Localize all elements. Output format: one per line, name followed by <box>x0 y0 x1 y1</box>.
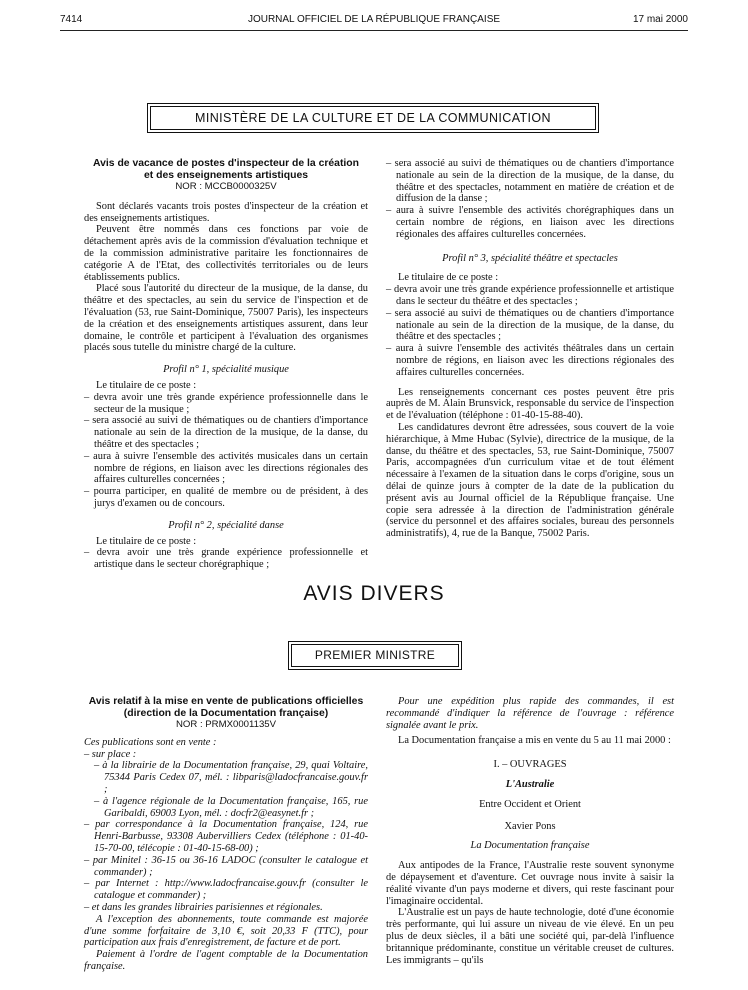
premier-ministre-heading: PREMIER MINISTRE <box>291 644 459 667</box>
avis1-title-line1: Avis de vacance de postes d'inspecteur de la création <box>93 158 359 169</box>
avis2-title-line1: Avis relatif à la mise en vente de publications officielles <box>88 696 364 707</box>
avis1-paragraph-3: Placé sous l'autorité du directeur de la musique, de la danse, du théâtre et des spectacles, au sein du service de l'inspection et de l'évaluation (53, rue Saint-Dominique, 75007 Paris), les inspecteurs de la création et des enseignements artistiques assurent, dans leur domaine, le contrôle et participent à l'évaluation des organismes placés sous tutelle du ministre chargé de la culture. <box>84 283 368 354</box>
book-description-1: Aux antipodes de la France, l'Australie reste souvent synonyme de dépaysement et d'aventure. Cet ouvrage nous invite à saisir la réalité vivante d'un pays moderne et divers, qui reste fascinant pour l'imaginaire occidental. <box>386 860 674 907</box>
avis2-paiement: Paiement à l'ordre de l'agent comptable de la Documentation française. <box>84 949 368 972</box>
list-item: – aura à suivre l'ensemble des activités théâtrales dans un certain nombre de régions, en liaison avec les directions régionales des affaires culturelles concernées. <box>386 343 674 378</box>
list-item: – par Minitel : 36-15 ou 36-16 LADOC (consulter le catalogue et commander) ; <box>84 854 368 878</box>
list-item: – aura à suivre l'ensemble des activités musicales dans un certain nombre de régions, en liaison avec les directions régionales des affaires culturelles concernées ; <box>84 450 368 486</box>
avis2-intro: Ces publications sont en vente : <box>84 736 217 748</box>
avis2-right-column <box>386 696 674 966</box>
issue-date: 17 mai 2000 <box>632 14 688 25</box>
profil2-titulaire: Le titulaire de ce poste : <box>96 535 197 547</box>
page-number: 7414 <box>60 14 83 25</box>
avis1-title-line2: et des enseignements artistiques <box>144 169 308 181</box>
profil3-titulaire: Le titulaire de ce poste : <box>398 272 499 284</box>
list-item: – sur place : <box>84 748 137 760</box>
avis2-title-line2: (direction de la Documentation française) <box>123 707 329 719</box>
avis1-left-column <box>84 158 368 571</box>
avis2-mise-en-vente: La Documentation française a mis en vente du 5 au 11 mai 2000 : <box>398 735 671 747</box>
profil1-titulaire: Le titulaire de ce poste : <box>96 379 197 391</box>
avis-divers-heading: AVIS DIVERS <box>303 582 445 605</box>
list-item: – devra avoir une très grande expérience professionnelle dans le secteur de la musique ; <box>84 391 368 415</box>
avis1-renseignements: Les renseignements concernant ces postes peuvent être pris auprès de M. Alain Brunsvick, responsable du service de l'inspection et de l'évaluation (téléphone : 01-40-15-88-40). <box>386 386 674 422</box>
avis2-nor: NOR : PRMX0001135V <box>175 719 277 730</box>
journal-title: JOURNAL OFFICIEL DE LA RÉPUBLIQUE FRANÇAISE <box>247 14 501 25</box>
profil3-heading: Profil n° 3, spécialité théâtre et spectacles <box>442 252 618 264</box>
avis2-exception: A l'exception des abonnements, toute commande est majorée d'une somme forfaitaire de 3,10 €, soit 20,33 F (TTC), pour participation aux frais d'enregistrement, de facture et de port. <box>84 913 368 949</box>
list-item: – et dans les grandes librairies parisiennes et régionales. <box>84 901 323 913</box>
book-title: Entre Occident et Orient <box>479 798 581 810</box>
list-item: – devra avoir une très grande expérience professionnelle et artistique dans le secteur du théâtre et des spectacles ; <box>386 284 674 307</box>
book-publisher: La Documentation française <box>470 840 590 852</box>
list-item: – par Internet : http://www.ladocfrancaise.gouv.fr (consulter le catalogue et commander) ; <box>84 878 368 902</box>
book-author: Xavier Pons <box>504 820 556 832</box>
list-item: – par correspondance à la Documentation française, 124, rue Henri-Barbusse, 93308 Aubervilliers Cedex (téléphone : 01-40-15-70-00, télécopie : 01-40-15-68-00) ; <box>84 819 368 854</box>
list-item: – sera associé au suivi de thématiques ou de chantiers d'importance nationale au sein de la direction de la musique, de la danse, du théâtre et des spectacles ; <box>84 415 368 450</box>
avis1-paragraph-2: Peuvent être nommés dans ces fonctions par voie de détachement après avis de la commission d'évaluation technique et de la commission administrative paritaire les fonctionnaires de catégorie A de l'Etat, des collectivités territoriales ou de leurs établissements publics. <box>84 224 368 283</box>
list-item: – à la librairie de la Documentation française, 29, quai Voltaire, 75344 Paris Cedex 07, mél. : libparis@ladocfrancaise.gouv.fr ; <box>94 760 368 795</box>
avis1-paragraph-1: Sont déclarés vacants trois postes d'inspecteur de la création et des enseignements artistiques. <box>84 200 368 224</box>
ouvrages-heading: I. – OUVRAGES <box>493 759 567 771</box>
list-item: – à l'agence régionale de la Documentation française, 165, rue Garibaldi, 69003 Lyon, mél. : docfr2@easynet.fr ; <box>94 795 368 819</box>
avis1-candidatures: Les candidatures devront être adressées, sous couvert de la voie hiérarchique, à Mme Hubac (Sylvie), directrice de la musique, de la danse, du théâtre et des spectacles, 53, rue Saint-Dominique, 75007 Paris, accompagnées d'un curriculum vitae et de tout élément nécessaire à l'examen de la situation dans le corps d'origine, sous un délai de quinze jours à compter de la date de la publication du présent avis au Journal officiel de la République française. Une copie sera adressée à la direction de l'administration générale (service du personnel et des affaires sociales, bureau des personnels administratifs), 4, rue de la Banque, 75002 Paris. <box>386 421 674 540</box>
list-item: – aura à suivre l'ensemble des activités chorégraphiques dans un certain nombre de régions, en liaison avec les directions régionales des affaires culturelles concernées. <box>386 205 674 240</box>
avis2-left-column <box>84 696 368 973</box>
list-item: – sera associé au suivi de thématiques ou de chantiers d'importance nationale au sein de la direction de la musique, de la danse, du théâtre et des spectacles ; <box>386 307 674 343</box>
avis1-right-column <box>386 158 674 540</box>
list-item: – sera associé au suivi de thématiques ou de chantiers d'importance nationale au sein de la direction de la musique, de la danse, du théâtre et des spectacles, notamment en matière de création et de diffusion de la danse ; <box>386 158 674 205</box>
profil2-heading: Profil n° 2, spécialité danse <box>168 519 284 531</box>
collection-title: L'Australie <box>505 778 555 790</box>
header-rule <box>60 30 688 31</box>
list-item: – pourra participer, en qualité de membre ou de président, à des jurys d'examen ou de concours. <box>84 486 368 509</box>
list-item: – devra avoir une très grande expérience professionnelle et artistique dans le secteur chorégraphique ; <box>84 547 368 571</box>
profil1-heading: Profil n° 1, spécialité musique <box>163 364 289 376</box>
book-description-2: L'Australie est un pays de haute technologie, doté d'une économie très performante, qui lui assure un niveau de vie élevé. En un peu plus de deux siècles, il a bâti une société qui, par-delà l'influence britannique prédominante, constitue un véritable creuset de cultures. Les immigrants – qu'ils <box>386 907 674 966</box>
avis2-expedition: Pour une expédition plus rapide des commandes, il est recommandé d'indiquer la référence de l'ouvrage : référence signalée avant le prix. <box>386 696 674 731</box>
ministry-heading: MINISTÈRE DE LA CULTURE ET DE LA COMMUNICATION <box>150 106 596 130</box>
avis1-nor: NOR : MCCB0000325V <box>175 181 277 192</box>
